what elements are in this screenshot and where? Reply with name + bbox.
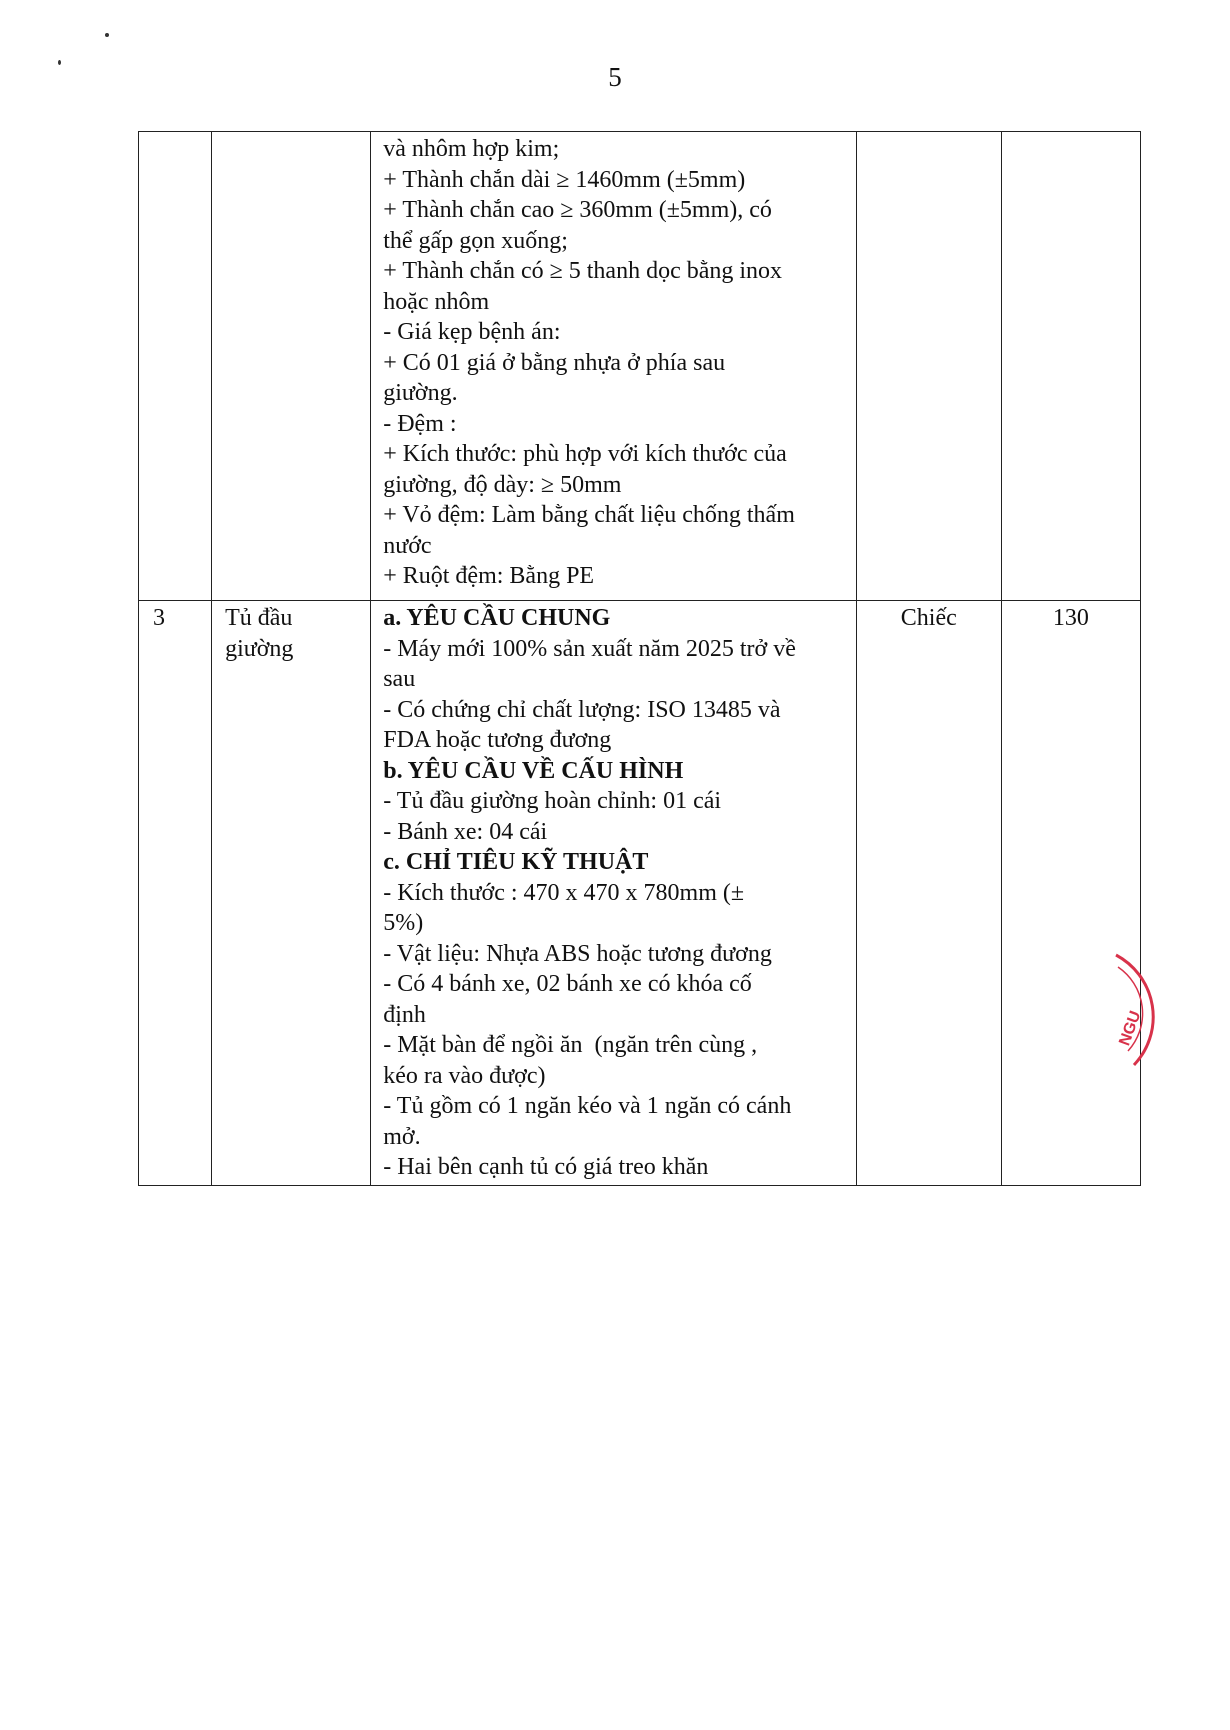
spec-line: giường. (383, 380, 458, 406)
spec-line: + Thành chắn cao ≥ 360mm (±5mm), có (383, 197, 772, 223)
spec-line: + Kích thước: phù hợp với kích thước của (383, 441, 787, 467)
spec-line: sau (383, 666, 416, 692)
cell-specification (371, 601, 856, 1186)
spec-line: - Mặt bàn để ngồi ăn (ngăn trên cùng , (383, 1032, 758, 1058)
spec-line: + Thành chắn dài ≥ 1460mm (±5mm) (383, 166, 746, 193)
spec-line: kéo ra vào được) (383, 1062, 546, 1089)
cell-item-name (212, 132, 371, 601)
spec-line: - Tủ gồm có 1 ngăn kéo và 1 ngăn có cánh (383, 1093, 792, 1119)
spec-line: FDA hoặc tương đương (383, 727, 612, 753)
spec-line: - Kích thước : 470 x 470 x 780mm (± (383, 879, 745, 906)
spec-line: - Hai bên cạnh tủ có giá treo khăn (383, 1154, 709, 1180)
cell-unit (856, 132, 1001, 601)
spec-heading: a. YÊU CẦU CHUNG (383, 605, 611, 631)
spec-line: + Ruột đệm: Bằng PE (383, 563, 595, 589)
cell-quantity (1001, 132, 1140, 601)
cell-specification (371, 132, 856, 601)
spec-line: định (383, 1001, 426, 1028)
spec-line: - Giá kẹp bệnh án: (383, 319, 561, 345)
cell-quantity: 130 (1001, 601, 1140, 1186)
spec-line: + Thành chắn có ≥ 5 thanh dọc bằng inox (383, 258, 783, 284)
cell-stt: 3 (139, 601, 212, 1186)
spec-line: và nhôm hợp kim; (383, 136, 560, 162)
spec-line: + Vỏ đệm: Làm bằng chất liệu chống thấm (383, 502, 795, 528)
spec-line: - Tủ đầu giường hoàn chỉnh: 01 cái (383, 788, 722, 814)
spec-heading: c. CHỈ TIÊU KỸ THUẬT (383, 849, 649, 875)
cell-unit: Chiếc (856, 601, 1001, 1186)
item-name-line: giường (225, 635, 294, 662)
page-number: 5 (608, 62, 622, 92)
spec-line: hoặc nhôm (383, 288, 490, 315)
spec-line: nước (383, 532, 432, 559)
spec-line: - Có chứng chỉ chất lượng: ISO 13485 và (383, 696, 781, 723)
item-name-line: Tủ đầu (225, 605, 293, 631)
table-row (139, 132, 1141, 601)
spec-line: - Có 4 bánh xe, 02 bánh xe có khóa cố (383, 971, 752, 997)
spec-line: - Vật liệu: Nhựa ABS hoặc tương đương (383, 940, 772, 967)
spec-line: giường, độ dày: ≥ 50mm (383, 471, 622, 498)
spec-heading: b. YÊU CẦU VỀ CẤU HÌNH (383, 757, 684, 784)
spec-line: mở. (383, 1123, 421, 1150)
spec-line: - Đệm : (383, 410, 457, 437)
spec-line: thể gấp gọn xuống; (383, 227, 568, 254)
stamp-text: NGU (1116, 1008, 1145, 1048)
scan-speck (105, 33, 109, 37)
spec-table (138, 131, 1141, 1186)
spec-line: 5%) (383, 910, 424, 936)
table-row (139, 601, 1141, 1186)
cell-stt (139, 132, 212, 601)
spec-line: - Máy mới 100% sản xuất năm 2025 trở về (383, 635, 796, 662)
cell-item-name (212, 601, 371, 1186)
spec-line: - Bánh xe: 04 cái (383, 818, 548, 845)
spec-line: + Có 01 giá ở bằng nhựa ở phía sau (383, 349, 726, 376)
